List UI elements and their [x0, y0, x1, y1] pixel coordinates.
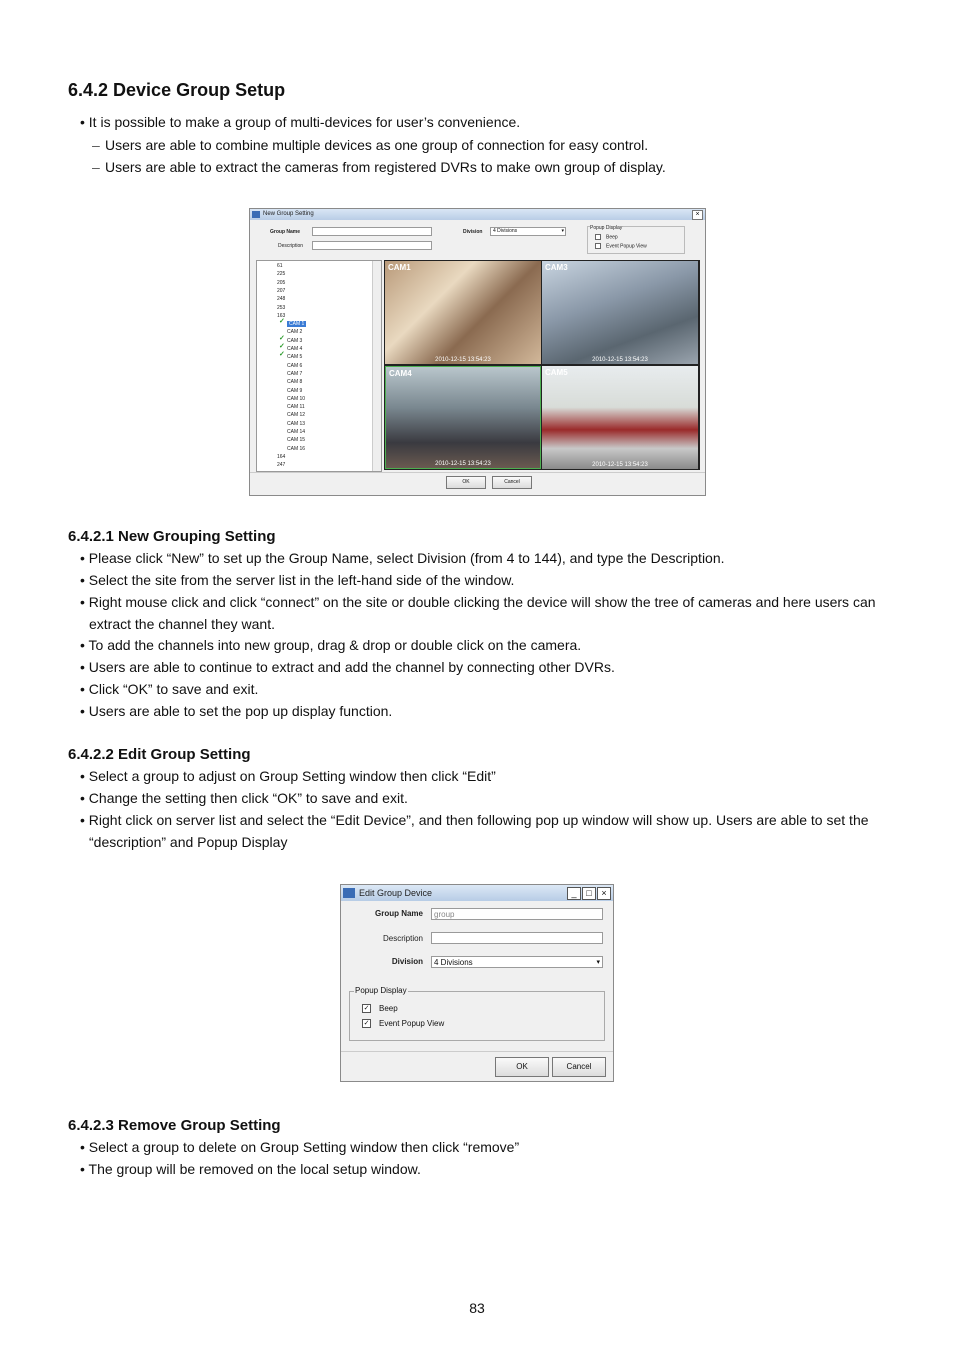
bullet-line: • The group will be removed on the local setup window. [80, 1161, 421, 1177]
camera-label: CAM5 [545, 368, 568, 377]
dash-item [92, 157, 666, 177]
group-name-input[interactable] [312, 227, 432, 236]
division-value: 4 Divisions [493, 228, 518, 234]
division-label: Division [463, 229, 483, 235]
bullet-line: • Change the setting then click “OK” to save and exit. [80, 790, 408, 806]
divider [250, 472, 705, 473]
tree-item-label: CAM 1 [289, 321, 305, 328]
page-number: 83 [469, 1300, 485, 1316]
camera-tile[interactable] [542, 366, 698, 469]
tree-item-label: CAM 11 [287, 404, 305, 411]
camera-timestamp: 2010-12-15 13:54:23 [435, 461, 491, 467]
close-icon[interactable]: × [597, 887, 611, 900]
edit-group-device-window [340, 884, 614, 1082]
tree-item-label: 225 [277, 271, 286, 278]
close-icon[interactable]: × [692, 210, 703, 220]
bullet-line: • Select the site from the server list in the left-hand side of the window. [80, 572, 515, 588]
window-title: Edit Group Device [359, 888, 433, 898]
checkmark-icon: ✓ [279, 351, 285, 359]
minimize-icon[interactable]: _ [567, 887, 581, 900]
bullet-line: • Right click on server list and select the “Edit Device”, and then following pop up window will show up. Users are able to set the [80, 812, 869, 828]
tree-item[interactable] [279, 318, 306, 328]
window-title: New Group Setting [263, 211, 314, 217]
tree-item-label: CAM 10 [287, 395, 306, 402]
group-name-input[interactable]: group [431, 908, 603, 920]
tree-item[interactable] [277, 296, 285, 302]
tree-item-label: CAM 9 [287, 387, 303, 394]
tree-item-label: CAM 2 [287, 329, 303, 336]
division-select[interactable] [431, 956, 603, 968]
tree-scrollbar[interactable] [372, 261, 381, 471]
server-tree[interactable] [256, 260, 382, 472]
bullet-line: • Users are able to set the pop up display function. [80, 703, 393, 719]
tree-item[interactable] [287, 363, 302, 369]
tree-item-label: CAM 8 [287, 379, 303, 386]
camera-tile[interactable] [385, 261, 541, 364]
tree-item[interactable] [287, 371, 302, 377]
subsection-title: 6.4.2.3 Remove Group Setting [68, 1117, 281, 1134]
checkmark-icon: ✓ [363, 1020, 370, 1028]
tree-item-label: 253 [277, 304, 286, 311]
checkmark-icon: ✓ [279, 343, 285, 350]
camera-tile-selected[interactable] [385, 366, 541, 469]
description-input[interactable] [312, 241, 432, 250]
tree-item[interactable] [287, 388, 302, 394]
division-select[interactable] [490, 227, 566, 236]
subsection-title: 6.4.2.2 Edit Group Setting [68, 746, 251, 763]
camera-tile[interactable] [542, 261, 698, 364]
tree-item[interactable] [277, 462, 285, 468]
section-title: 6.4.2 Device Group Setup [68, 80, 286, 100]
tree-item[interactable] [277, 271, 285, 277]
event-popup-checkbox[interactable] [362, 1019, 444, 1028]
tree-item[interactable] [277, 263, 283, 269]
beep-checkbox[interactable] [595, 234, 618, 240]
tree-item[interactable] [279, 334, 303, 344]
tree-item[interactable] [277, 454, 285, 460]
tree-item[interactable] [287, 404, 305, 410]
tree-item[interactable] [287, 421, 305, 427]
chevron-down-icon: ▾ [596, 959, 600, 966]
camera-grid [384, 260, 700, 470]
window-title-bar [250, 209, 705, 220]
camera-timestamp: 2010-12-15 13:54:23 [592, 462, 648, 468]
bullet-line: • Please click “New” to set up the Group Name, select Division (from 4 to 144), and type the Description. [80, 550, 725, 566]
division-label: Division [391, 957, 423, 966]
tree-item[interactable] [287, 429, 305, 435]
cancel-button[interactable]: Cancel [552, 1057, 606, 1077]
camera-label: CAM4 [389, 369, 412, 378]
tree-item-label: 207 [277, 287, 286, 294]
ok-button[interactable]: OK [495, 1057, 549, 1077]
subsection-title: 6.4.2.1 New Grouping Setting [68, 528, 276, 545]
divider [341, 1051, 613, 1052]
bullet-line: • Select a group to adjust on Group Setting window then click “Edit” [80, 768, 496, 784]
tree-item-label: CAM 7 [287, 370, 303, 377]
description-label: Description [278, 243, 304, 249]
tree-item-label: CAM 16 [287, 445, 306, 452]
tree-item-label: 61 [277, 263, 283, 269]
tree-item[interactable] [287, 446, 305, 452]
bullet-line: • Right mouse click and click “connect” on the site or double clicking the device will show the tree of cameras and here users can [80, 594, 876, 610]
beep-label: Beep [379, 1004, 398, 1013]
bullet-line: • To add the channels into new group, drag & drop or double click on the camera. [80, 637, 582, 653]
popup-display-group [587, 226, 685, 254]
tree-item-label: 205 [277, 279, 286, 286]
bullet-line: • Select a group to delete on Group Setting window then click “remove” [80, 1139, 520, 1155]
checkmark-icon: ✓ [279, 318, 285, 326]
tree-item-label: CAM 4 [287, 346, 303, 352]
tree-item[interactable] [287, 437, 305, 443]
dash-mark: – [92, 159, 100, 175]
camera-timestamp: 2010-12-15 13:54:23 [435, 357, 491, 363]
description-input[interactable] [431, 932, 603, 944]
tree-item-label: CAM 15 [287, 437, 306, 444]
tree-item[interactable] [287, 396, 305, 402]
group-name-label: Group Name [374, 909, 423, 918]
chevron-down-icon: ▾ [561, 228, 564, 234]
camera-label: CAM1 [388, 263, 411, 272]
popup-display-group [349, 986, 605, 1041]
ok-button[interactable]: OK [446, 476, 486, 489]
bullet-line: • Users are able to continue to extract and add the channel by connecting other DVRs. [80, 659, 615, 675]
new-group-setting-window [249, 208, 706, 496]
tree-item[interactable] [287, 412, 305, 418]
event-popup-label: Event Popup View [379, 1019, 445, 1028]
dash-text: Users are able to extract the cameras from registered DVRs to make own group of display. [105, 159, 666, 175]
checkbox-icon [595, 243, 601, 249]
division-value: 4 Divisions [434, 958, 473, 967]
tree-item-label: 248 [277, 296, 286, 303]
app-icon [252, 211, 260, 218]
tree-item[interactable] [279, 343, 303, 352]
dash-mark: – [92, 137, 100, 153]
intro-bullet: • It is possible to make a group of multi-devices for user’s convenience. [80, 114, 521, 130]
tree-item-label: CAM 14 [287, 429, 306, 435]
tree-item-label: 247 [277, 462, 286, 469]
tree-item[interactable] [287, 379, 302, 385]
cancel-button[interactable]: Cancel [492, 476, 532, 489]
tree-item-label: CAM 6 [287, 362, 303, 369]
event-popup-checkbox[interactable] [595, 243, 647, 249]
camera-timestamp: 2010-12-15 13:54:23 [592, 357, 648, 363]
app-icon [343, 888, 355, 898]
event-popup-label: Event Popup View [606, 243, 647, 250]
checkmark-icon: ✓ [279, 334, 285, 342]
beep-label: Beep [606, 234, 618, 241]
tree-item[interactable] [277, 288, 285, 294]
group-name-label: Group Name [270, 229, 301, 235]
window-title-bar [341, 885, 613, 901]
maximize-icon[interactable]: □ [582, 887, 596, 900]
tree-item-label: 164 [277, 453, 286, 460]
tree-item[interactable] [277, 305, 285, 311]
tree-item-label: CAM 3 [287, 337, 303, 344]
checkbox-icon [595, 234, 601, 240]
tree-item[interactable] [277, 280, 285, 286]
tree-item-label: CAM 12 [287, 412, 306, 419]
checkmark-icon: ✓ [363, 1005, 370, 1013]
tree-item[interactable] [279, 351, 303, 361]
beep-checkbox[interactable] [362, 1004, 398, 1013]
tree-item-label: CAM 13 [287, 420, 306, 427]
camera-label: CAM3 [545, 263, 568, 272]
bullet-continuation: “description” and Popup Display [89, 834, 288, 850]
tree-item[interactable] [287, 329, 302, 335]
popup-display-label: Popup Display [355, 986, 407, 995]
popup-display-label: Popup Display [590, 225, 623, 231]
dash-text: Users are able to combine multiple devices as one group of connection for easy control. [105, 137, 649, 153]
tree-item-label: 163 [277, 312, 286, 319]
tree-item-label: CAM 5 [287, 354, 303, 361]
bullet-line: • Click “OK” to save and exit. [80, 681, 259, 697]
bullet-continuation: extract the channel they want. [89, 616, 275, 632]
dash-item [92, 135, 648, 155]
description-label: Description [382, 934, 423, 943]
